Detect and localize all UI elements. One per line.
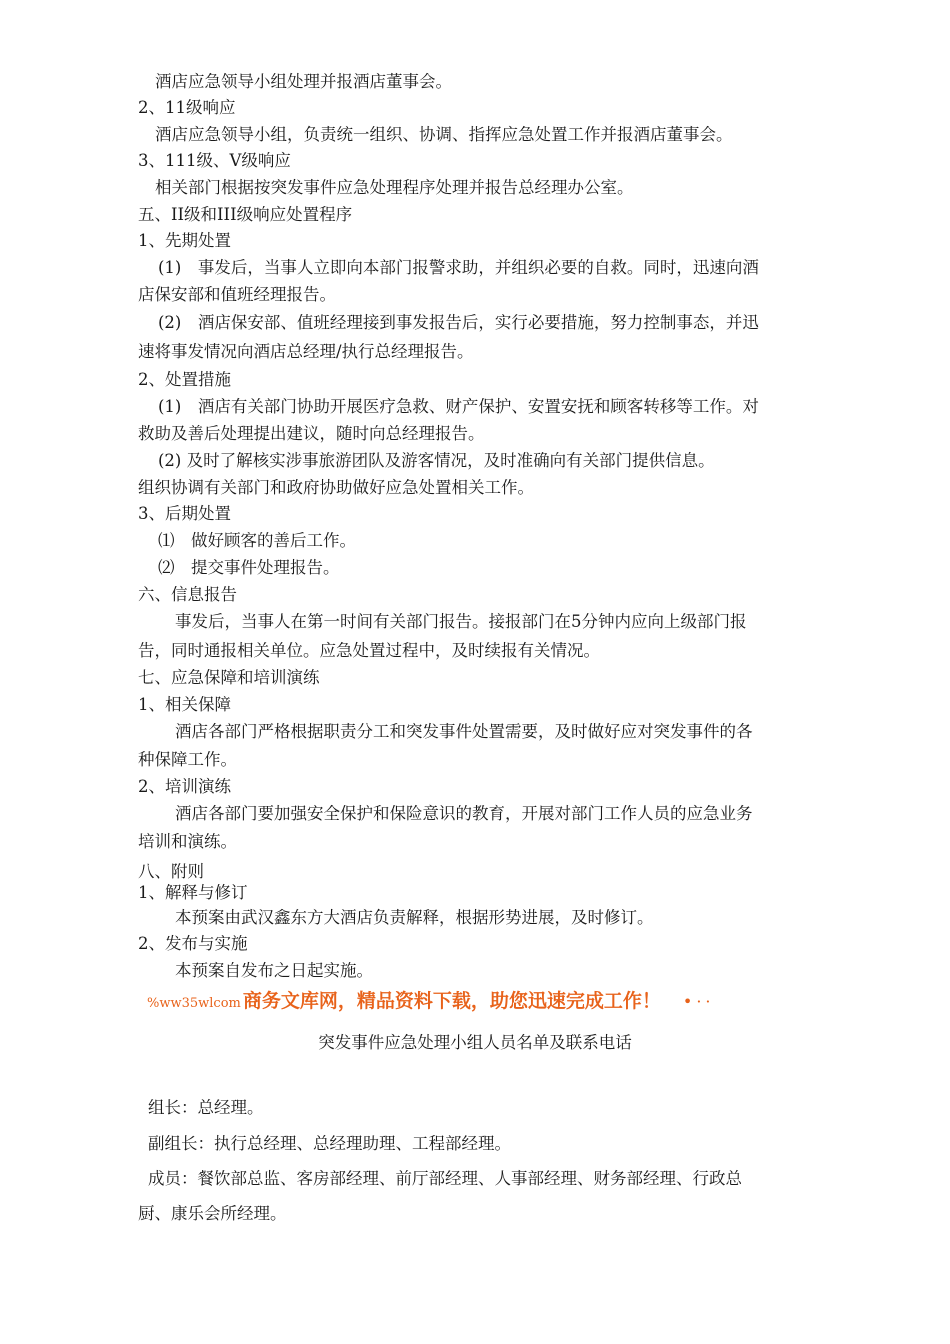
- paragraph-line: 组织协调有关部门和政府协助做好应急处置相关工作。: [138, 478, 534, 497]
- paragraph-line: 告，同时通报相关单位。应急处置过程中，及时续报有关情况。: [138, 641, 600, 660]
- section-heading: 2、处置措施: [138, 370, 231, 389]
- paragraph-line: 速将事发情况向酒店总经理/执行总经理报告。: [138, 342, 474, 361]
- section-heading: 3、后期处置: [138, 504, 231, 523]
- paragraph-line: 酒店应急领导小组，负责统一组织、协调、指挥应急处置工作并报酒店董事会。: [155, 125, 733, 144]
- ad-dots: •··: [682, 992, 715, 1011]
- paragraph-line: 酒店各部门要加强安全保护和保险意识的教育，开展对部门工作人员的应急业务: [175, 804, 753, 823]
- ad-url: %ww35wlcom: [147, 996, 241, 1011]
- section-heading: 1、解释与修订: [138, 883, 248, 902]
- section-heading: 六、信息报告: [138, 585, 237, 604]
- paragraph-line: 酒店各部门严格根据职责分工和突发事件处置需要，及时做好应对突发事件的各: [175, 722, 753, 741]
- paragraph-line: (2) 及时了解核实涉事旅游团队及游客情况，及时准确向有关部门提供信息。: [158, 451, 715, 470]
- paragraph-line: (1) 事发后，当事人立即向本部门报警求助，并组织必要的自救。同时，迅速向酒: [158, 258, 759, 277]
- section-heading: 五、II级和III级响应处置程序: [138, 205, 353, 224]
- ad-text: 商务文库网，精品资料下载，助您迅速完成工作！: [242, 990, 661, 1012]
- paragraph-line: 培训和演练。: [138, 832, 237, 851]
- section-heading: 3、111级、V级响应: [138, 151, 291, 170]
- section-heading: 2、11级响应: [138, 98, 236, 117]
- paragraph-line: ⑴ 做好顾客的善后工作。: [158, 531, 356, 550]
- paragraph-line: 相关部门根据按突发事件应急处理程序处理并报告总经理办公室。: [155, 178, 634, 197]
- paragraph-line: 本预案自发布之日起实施。: [175, 961, 373, 980]
- leader-line: 组长：总经理。: [148, 1098, 264, 1117]
- section-heading: 八、附则: [138, 862, 204, 881]
- paragraph-line: 酒店应急领导小组处理并报酒店董事会。: [155, 72, 452, 91]
- paragraph-line: ⑵ 提交事件处理报告。: [158, 558, 340, 577]
- members-line: 成员：餐饮部总监、客房部经理、前厅部经理、人事部经理、财务部经理、行政总: [148, 1169, 742, 1188]
- paragraph-line: (1) 酒店有关部门协助开展医疗急救、财产保护、安置安抚和顾客转移等工作。对: [158, 397, 759, 416]
- paragraph-line: 本预案由武汉鑫东方大酒店负责解释，根据形势进展，及时修订。: [175, 908, 654, 927]
- section-heading: 1、相关保障: [138, 695, 231, 714]
- section-heading: 2、发布与实施: [138, 934, 248, 953]
- section-heading: 2、培训演练: [138, 777, 231, 796]
- paragraph-line: (2) 酒店保安部、值班经理接到事发报告后，实行必要措施，努力控制事态，并迅: [158, 313, 759, 332]
- paragraph-line: 救助及善后处理提出建议，随时向总经理报告。: [138, 424, 485, 443]
- contact-list-title: 突发事件应急处理小组人员名单及联系电话: [318, 1033, 632, 1052]
- section-heading: 七、应急保障和培训演练: [138, 668, 320, 687]
- ad-banner[interactable]: [147, 986, 715, 1013]
- paragraph-line: 种保障工作。: [138, 750, 237, 769]
- paragraph-line: 店保安部和值班经理报告。: [138, 285, 336, 304]
- deputy-line: 副组长：执行总经理、总经理助理、工程部经理。: [148, 1134, 511, 1153]
- members-line-continued: 厨、康乐会所经理。: [138, 1204, 287, 1223]
- paragraph-line: 事发后，当事人在第一时间有关部门报告。接报部门在5分钟内应向上级部门报: [175, 612, 747, 631]
- section-heading: 1、先期处置: [138, 231, 231, 250]
